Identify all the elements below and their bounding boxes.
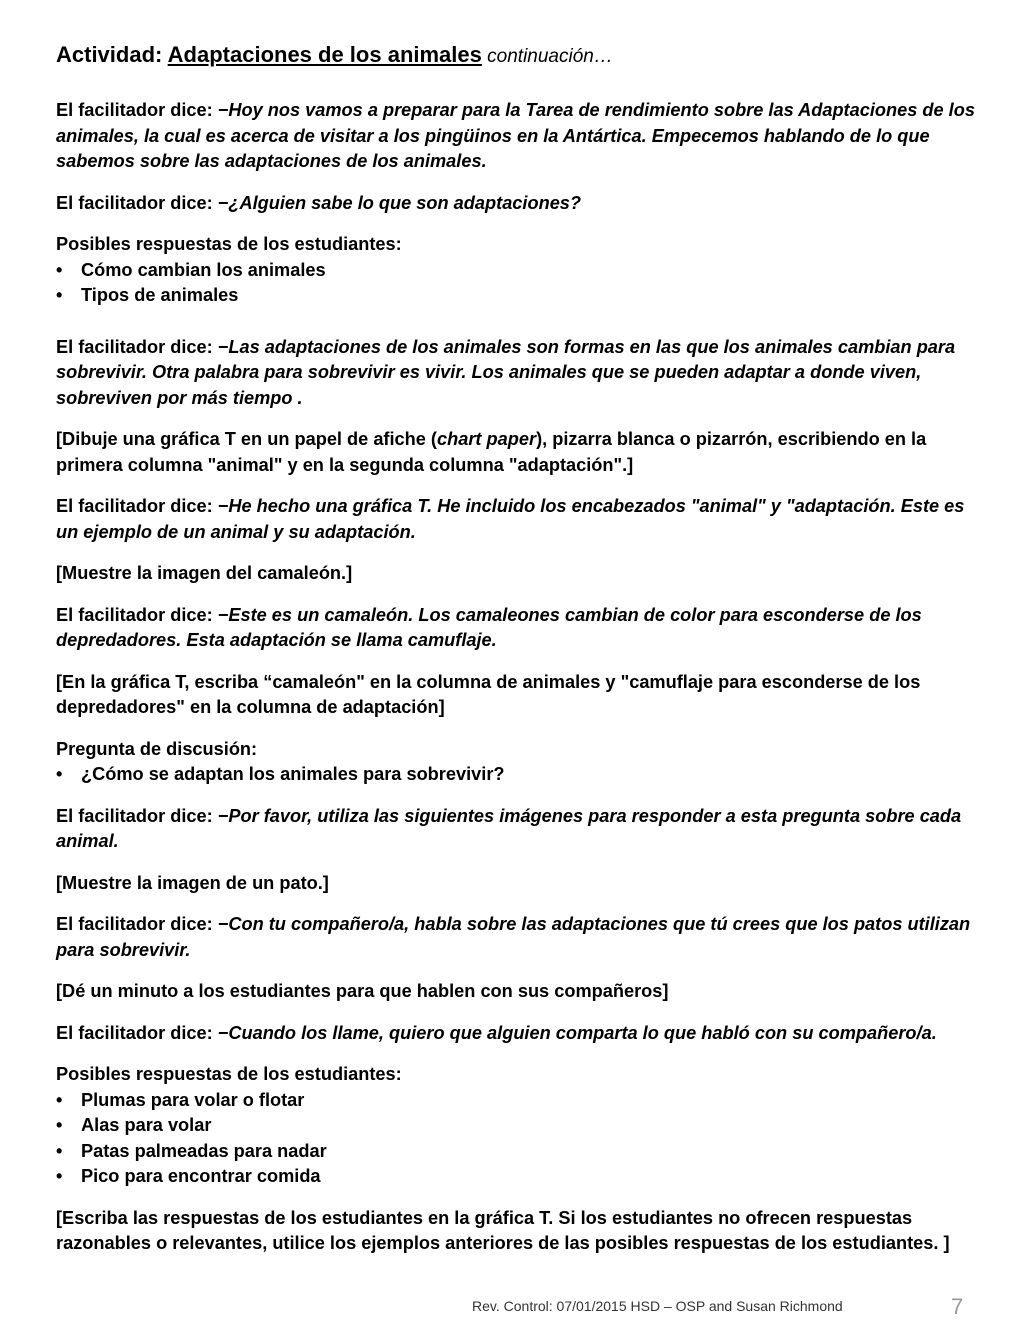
instruction-write-chameleon: [En la gráfica T, escriba “camaleón" en la columna de animales y "camuflaje para esconderse de los depredadores" en la columna de adaptación] (56, 671, 921, 717)
title-suffix: continuación… (481, 46, 613, 67)
speaker-label: El facilitador dice: (56, 100, 218, 120)
footer-revision: Rev. Control: 07/01/2015 HSD – OSP and Susan Richmond (472, 1298, 843, 1314)
speaker-label: El facilitador dice: (56, 604, 218, 625)
list-item: • Pico para encontrar comida (56, 1164, 976, 1190)
facilitator-paragraph-1 (56, 98, 976, 175)
facilitator-speech: −¿Alguien sabe lo que son adaptaciones? (217, 192, 582, 213)
discussion-heading: Pregunta de discusión: (56, 738, 258, 759)
instruction-tchart (56, 427, 976, 478)
facilitator-speech: −Las adaptaciones de los animales son formas en las que los animales cambian para sobrevivir. Otra palabra para sobrevivir es vivir. Los animales que se pueden adaptar a donde viven, sobreviven por más tiempo . (56, 336, 956, 408)
page-content (56, 40, 976, 1273)
facilitator-paragraph-13 (56, 1021, 976, 1047)
instruction-text: ), pizarra blanca o pizarrón, escribiendo en la primera columna "animal" y en la segunda columna "adaptación".] (56, 429, 927, 475)
facilitator-paragraph-11 (56, 912, 976, 963)
list-item: • Cómo cambian los animales (56, 258, 976, 284)
facilitator-paragraph-9 (56, 804, 976, 855)
facilitator-speech: −Cuando los llame, quiero que alguien comparta lo que habló con su compañero/a. (217, 1022, 937, 1043)
facilitator-paragraph-5 (56, 494, 976, 545)
facilitator-speech: −He hecho una gráfica T. He incluido los encabezados "animal" y "adaptación. Este es un ejemplo de un animal y su adaptación. (56, 496, 965, 542)
list-item: • Alas para volar (56, 1113, 976, 1139)
list-item: • Plumas para volar o flotar (56, 1088, 976, 1114)
list-item: • Tipos de animales (56, 283, 976, 309)
facilitator-paragraph-2 (56, 191, 976, 217)
instruction-write-responses: [Escriba las respuestas de los estudiantes en la gráfica T. Si los estudiantes no ofrecen respuestas razonables o relevantes, utilice los ejemplos anteriores de las posibles respuestas de los estudiantes. ] (56, 1207, 950, 1253)
responses-heading-2: Posibles respuestas de los estudiantes: (56, 1064, 402, 1084)
title-prefix: Actividad: (56, 42, 168, 67)
responses-list-2 (56, 1088, 976, 1190)
facilitator-paragraph-3 (56, 335, 976, 412)
speaker-label: El facilitador dice: (56, 496, 218, 516)
instruction-chameleon-image: [Muestre la imagen del camaleón.] (56, 563, 353, 583)
instruction-term: chart paper (437, 429, 537, 449)
page-number: 7 (951, 1294, 964, 1319)
list-item: • Patas palmeadas para nadar (56, 1139, 976, 1165)
list-item: • ¿Cómo se adaptan los animales para sobrevivir? (56, 762, 976, 788)
facilitator-speech: −Por favor, utiliza las siguientes imágenes para responder a esta pregunta sobre cada animal. (56, 805, 962, 851)
facilitator-speech: −Hoy nos vamos a preparar para la Tarea de rendimiento sobre las Adaptaciones de los animales, la cual es acerca de visitar a los pingüinos en la Antártica. Empecemos hablando de lo que sabemos sobre las adaptaciones de los animales. (56, 100, 975, 171)
facilitator-speech: −Con tu compañero/a, habla sobre las adaptaciones que tú crees que los patos utilizan para sobrevivir. (56, 914, 971, 960)
speaker-label: El facilitador dice: (56, 1022, 218, 1043)
instruction-partner-minute: [Dé un minuto a los estudiantes para que hablen con sus compañeros] (56, 981, 669, 1001)
title-main: Adaptaciones de los animales (167, 42, 482, 67)
instruction-text: [Dibuje una gráfica T en un papel de afiche ( (56, 429, 437, 449)
speaker-label: El facilitador dice: (56, 336, 218, 357)
responses-list-1 (56, 258, 976, 309)
speaker-label: El facilitador dice: (56, 805, 218, 826)
page-title (56, 40, 976, 72)
speaker-label: El facilitador dice: (56, 192, 218, 213)
facilitator-speech: −Este es un camaleón. Los camaleones cambian de color para esconderse de los depredadores. Esta adaptación se llama camuflaje. (56, 604, 922, 650)
instruction-duck-image: [Muestre la imagen de un pato.] (56, 872, 329, 893)
discussion-list (56, 762, 976, 788)
facilitator-paragraph-7 (56, 603, 976, 654)
speaker-label: El facilitador dice: (56, 914, 218, 934)
responses-heading-1: Posibles respuestas de los estudiantes: (56, 234, 402, 254)
